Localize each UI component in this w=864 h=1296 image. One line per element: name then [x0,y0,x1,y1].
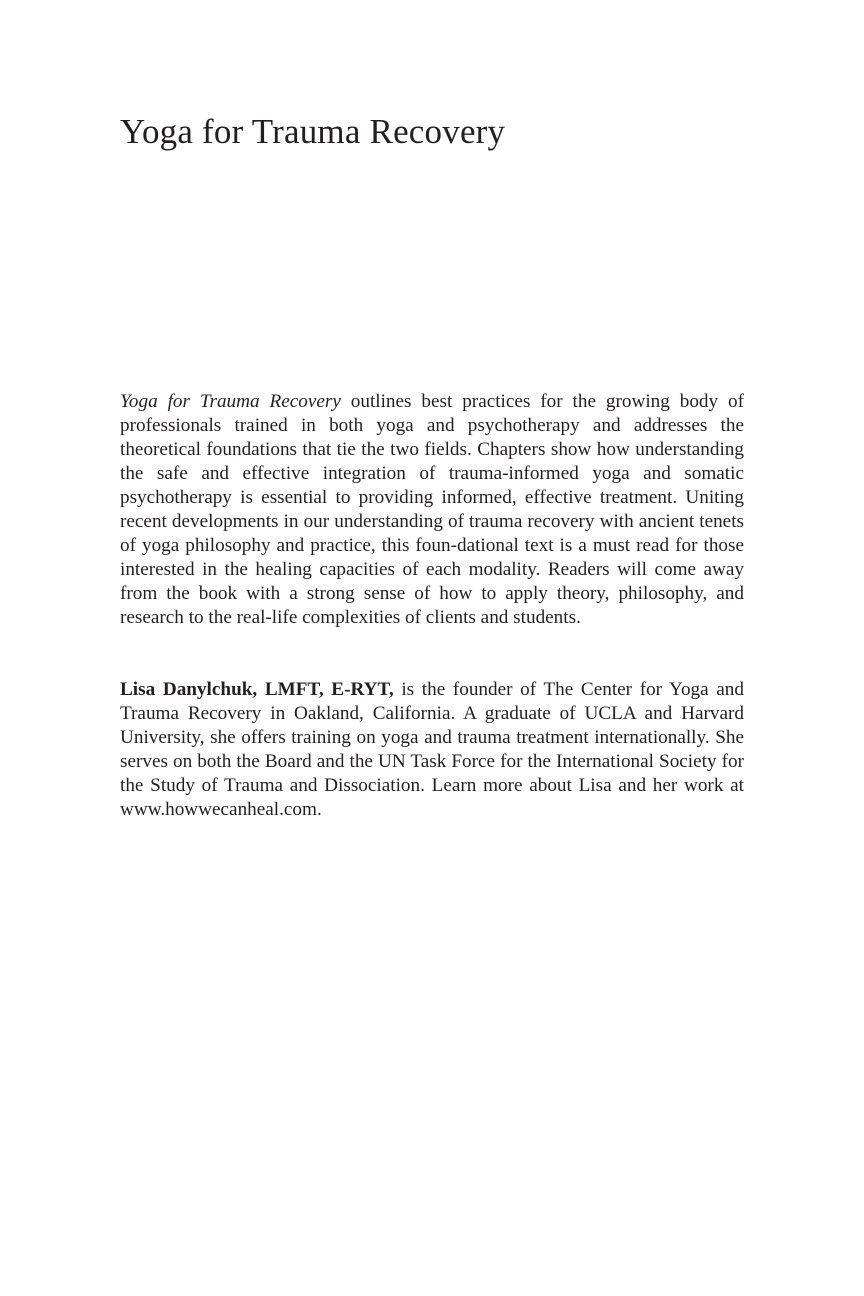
author-name: Lisa Danylchuk, LMFT, E-RYT, [120,679,394,700]
author-bio-text: is the founder of The Center for Yoga and Trauma Recovery in Oakland, California. A graduate of UCLA and Harvard University, she offers training on yoga and trauma treatment internationally. She serves on both the Board and the UN Task Force for the International Society for the Study of Trauma and Dissociation. Learn more about Lisa and her work at www.howwecanheal.com. [120,679,744,820]
book-title-italic: Yoga for Trauma Recovery [120,391,341,412]
book-description [120,390,744,630]
page-title: Yoga for Trauma Recovery [120,112,506,151]
author-bio [120,678,744,822]
description-text: outlines best practices for the growing body of professionals trained in both yoga and psychotherapy and addresses the theoretical foundations that tie the two fields. Chapters show how understanding the safe and effective integration of trauma-informed yoga and somatic psychotherapy is essential to providing informed, effective treatment. Uniting recent developments in our understanding of trauma recovery with ancient tenets of yoga philosophy and practice, this foun-dational text is a must read for those interested in the healing capacities of each modality. Readers will come away from the book with a strong sense of how to apply theory, philosophy, and research to the real-life complexities of clients and students. [120,391,744,628]
